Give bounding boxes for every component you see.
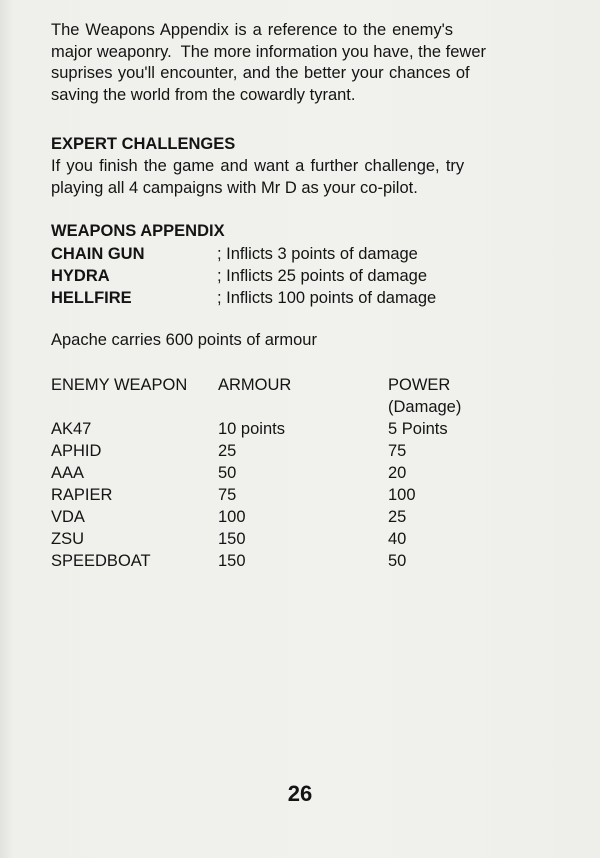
intro-line: suprises you'll encounter, and the better your chances of [51, 64, 470, 82]
expert-challenges-heading: EXPERT CHALLENGES [51, 135, 236, 153]
table-cell: 75 [388, 442, 407, 460]
table-cell: APHID [51, 442, 102, 460]
page-number: 26 [287, 781, 313, 806]
weapon-name: CHAIN GUN [51, 245, 145, 263]
table-cell: 10 points [218, 420, 285, 438]
table-cell: 100 [388, 486, 416, 504]
intro-line: The Weapons Appendix is a reference to the enemy's [51, 21, 454, 39]
expert-line: If you finish the game and want a further challenge, try [51, 157, 465, 175]
table-cell: 5 Points [388, 420, 448, 438]
table-header: ENEMY WEAPON [51, 376, 188, 394]
table-cell: 150 [218, 552, 246, 570]
weapons-appendix-heading: WEAPONS APPENDIX [51, 222, 225, 240]
table-header: POWER [388, 376, 451, 394]
intro-line: major weaponry. The more information you have, the fewer [51, 42, 487, 61]
intro-line: saving the world from the cowardly tyrant. [51, 85, 356, 104]
table-header: ARMOUR [218, 376, 292, 394]
table-cell: AK47 [51, 420, 92, 438]
table-cell: 75 [218, 486, 237, 504]
table-cell: 25 [388, 508, 407, 526]
intro-paragraph [51, 20, 551, 106]
table-cell: 150 [218, 530, 246, 548]
table-cell: 40 [388, 530, 407, 548]
apache-armour-note: Apache carries 600 points of armour [51, 331, 317, 349]
table-cell: 20 [388, 464, 407, 482]
table-cell: 100 [218, 508, 246, 526]
weapon-row [51, 287, 551, 309]
expert-line: playing all 4 campaigns with Mr D as your co-pilot. [51, 178, 418, 197]
expert-challenges-text [51, 156, 551, 199]
weapon-row [51, 265, 551, 287]
table-subheader: (Damage) [388, 398, 462, 416]
weapon-desc: ; Inflicts 3 points of damage [217, 245, 418, 263]
weapon-desc: ; Inflicts 100 points of damage [217, 289, 437, 307]
table-cell: 50 [388, 552, 407, 570]
weapon-row [51, 243, 551, 265]
table-cell: 50 [218, 464, 237, 482]
table-cell: AAA [51, 464, 85, 482]
table-cell: SPEEDBOAT [51, 552, 151, 570]
table-cell: RAPIER [51, 486, 113, 504]
table-cell: ZSU [51, 530, 84, 548]
weapon-desc: ; Inflicts 25 points of damage [217, 267, 428, 285]
table-cell: 25 [218, 442, 237, 460]
table-cell: VDA [51, 508, 85, 526]
weapon-name: HELLFIRE [51, 289, 132, 307]
weapon-name: HYDRA [51, 267, 110, 285]
